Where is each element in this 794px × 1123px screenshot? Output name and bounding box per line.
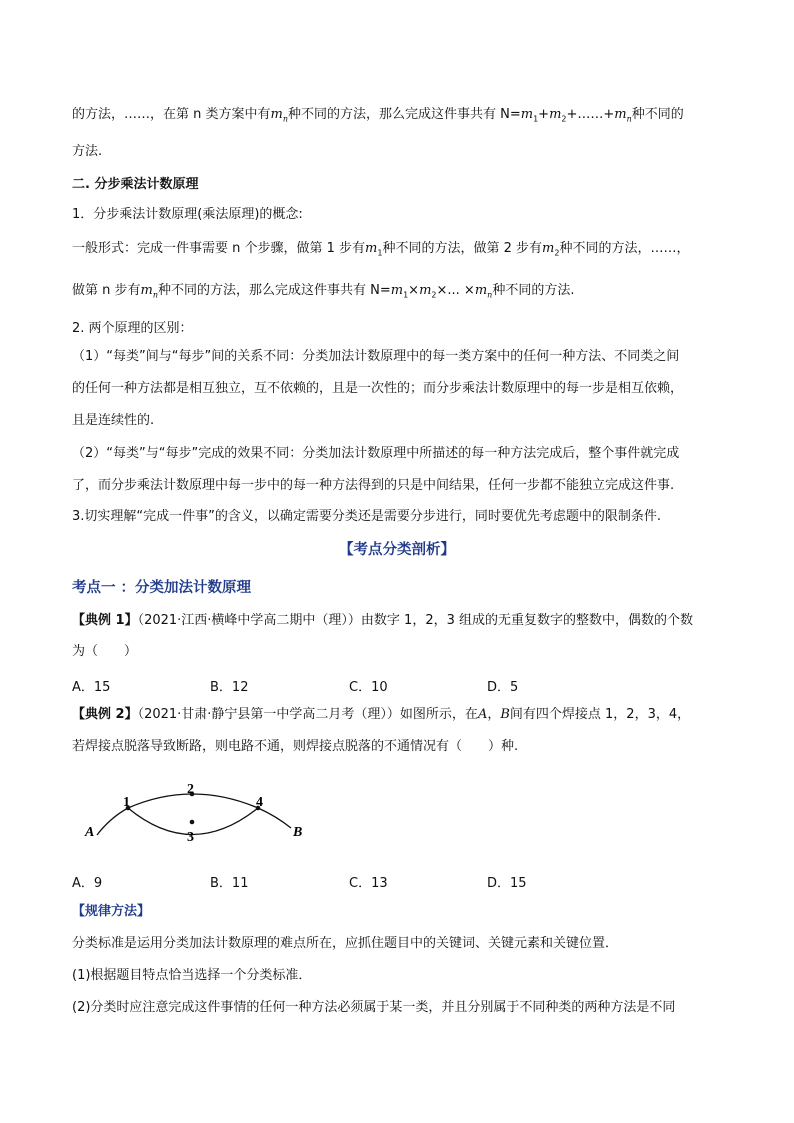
- kp1-title: 考点一 ：分类加法计数原理: [72, 580, 252, 596]
- general-form-line-2: [72, 282, 574, 305]
- label-3: 3: [187, 830, 194, 845]
- var-B: B: [500, 707, 510, 722]
- text: 间有四个焊接点 1，2，3，4，: [509, 707, 691, 722]
- diff-1-line-3: 且是连续性的.: [72, 413, 155, 428]
- var-A: A: [477, 707, 488, 722]
- text: 种不同的: [631, 107, 684, 122]
- text: 一般形式：完成一件事需要 n 个步骤，做第 1 步有: [72, 241, 366, 256]
- diff-1-line-2: 的任何一种方法都是相互独立，互不依赖的，且是一次性的；而分步乘法计数原理中的每一步是相互依赖，: [72, 381, 684, 396]
- times-dots: ×... ×: [436, 283, 475, 298]
- var-m: m: [614, 107, 627, 122]
- ex2-option-a: A．9: [72, 876, 103, 891]
- var-m: m: [549, 107, 562, 122]
- sub-n: n: [487, 290, 493, 300]
- section2-heading: 二. 分步乘法计数原理: [72, 177, 199, 192]
- var-m: m: [140, 283, 153, 298]
- text: 种不同的方法，那么完成这件事共有 N=: [158, 283, 391, 298]
- label-2: 2: [187, 782, 194, 797]
- example-1-line-1: [72, 612, 693, 630]
- var-m: m: [520, 107, 534, 122]
- example-2-line-2: 若焊接点脱落导致断路，则电路不通，则焊接点脱落的不通情况有（ ）种.: [72, 739, 519, 754]
- ex2-option-b: B．11: [210, 876, 249, 891]
- label-A: A: [85, 825, 95, 840]
- times: ×: [408, 283, 420, 298]
- intro-line-2: 方法.: [72, 144, 103, 159]
- sub-1: 1: [533, 114, 539, 124]
- diff-2-line-1: （2）“每类”与“每步”完成的效果不同：分类加法计数原理中所描述的每一种方法完成后，整个事件就完成: [72, 446, 680, 461]
- sub-n: n: [282, 114, 288, 124]
- text: 的方法，……，在第 n 类方案中有: [72, 107, 271, 122]
- sub-2: 2: [431, 290, 437, 300]
- diff-1-line-1: （1）“每类”间与“每步”间的关系不同：分类加法计数原理中的每一类方案中的任何一种方法、不同类之间: [72, 349, 680, 364]
- method-title: 【规律方法】: [72, 904, 151, 919]
- ex1-option-d: D．5: [487, 680, 519, 695]
- example-2-label: 【典例 2】: [72, 707, 138, 722]
- sub-2: 2: [561, 114, 567, 124]
- var-m: m: [474, 283, 488, 298]
- text: ，: [487, 707, 501, 722]
- method-line-3: (2)分类时应注意完成这件事情的任何一种方法必须属于某一类，并且分别属于不同种类的两种方法是不同: [72, 1000, 676, 1015]
- text: （2021·江西·横峰中学高二期中（理））由数字 1，2，3 组成的无重复数字的整数中，偶数的个数: [137, 613, 694, 628]
- var-m: m: [390, 283, 404, 298]
- item-3: 3.切实理解“完成一件事”的含义，以确定需要分类还是需要分步进行，同时要优先考虑题中的限制条件.: [72, 509, 662, 524]
- intro-line-1: [72, 106, 684, 129]
- text: 种不同的方法，做第 2 步有: [382, 241, 543, 256]
- ex1-option-c: C．10: [349, 680, 388, 695]
- section2-concept: 1．分步乘法计数原理(乘法原理)的概念:: [72, 207, 303, 222]
- ex1-option-a: A．15: [72, 680, 111, 695]
- plus: +: [538, 107, 550, 122]
- text: 种不同的方法，那么完成这件事共有 N=: [288, 107, 521, 122]
- sub-n: n: [152, 290, 158, 300]
- example-2-line-1: [72, 706, 690, 724]
- text: （2021·甘肃·静宁县第一中学高二月考（理））如图所示，在: [137, 707, 478, 722]
- var-m: m: [419, 283, 432, 298]
- example-1-line-2: 为（ ）: [72, 644, 138, 659]
- var-m: m: [270, 107, 283, 122]
- diff-2-line-2: 了，而分步乘法计数原理中每一步中的每一种方法得到的只是中间结果，任何一步都不能独立完成这件事.: [72, 478, 675, 493]
- wire-a-1: [97, 808, 128, 835]
- text: 种不同的方法.: [492, 283, 575, 298]
- circuit-diagram: [80, 778, 320, 846]
- point-3: [190, 820, 195, 825]
- label-B: B: [293, 825, 303, 840]
- text: 种不同的方法，……，: [559, 241, 690, 256]
- sub-n: n: [626, 114, 632, 124]
- method-line-1: 分类标准是运用分类加法计数原理的难点所在，应抓住题目中的关键词、关键元素和关键位置．: [72, 936, 619, 951]
- ex2-option-c: C．13: [349, 876, 388, 891]
- ex1-option-b: B．12: [210, 680, 249, 695]
- var-m: m: [542, 241, 555, 256]
- ex2-option-d: D．15: [487, 876, 527, 891]
- label-4: 4: [256, 795, 263, 810]
- sub-2: 2: [554, 248, 560, 258]
- sub-1: 1: [377, 248, 383, 258]
- general-form-line-1: [72, 240, 689, 263]
- text: 做第 n 步有: [72, 283, 141, 298]
- example-1-label: 【典例 1】: [72, 613, 138, 628]
- analysis-title: 【考点分类剖析】: [339, 542, 455, 558]
- var-m: m: [365, 241, 378, 256]
- label-1: 1: [123, 795, 130, 810]
- method-line-2: (1)根据题目特点恰当选择一个分类标准．: [72, 968, 312, 983]
- sub-1: 1: [403, 290, 409, 300]
- difference-heading: 2. 两个原理的区别：: [72, 321, 193, 336]
- wire-4-b: [258, 808, 291, 828]
- plus-dots: +……+: [566, 107, 615, 122]
